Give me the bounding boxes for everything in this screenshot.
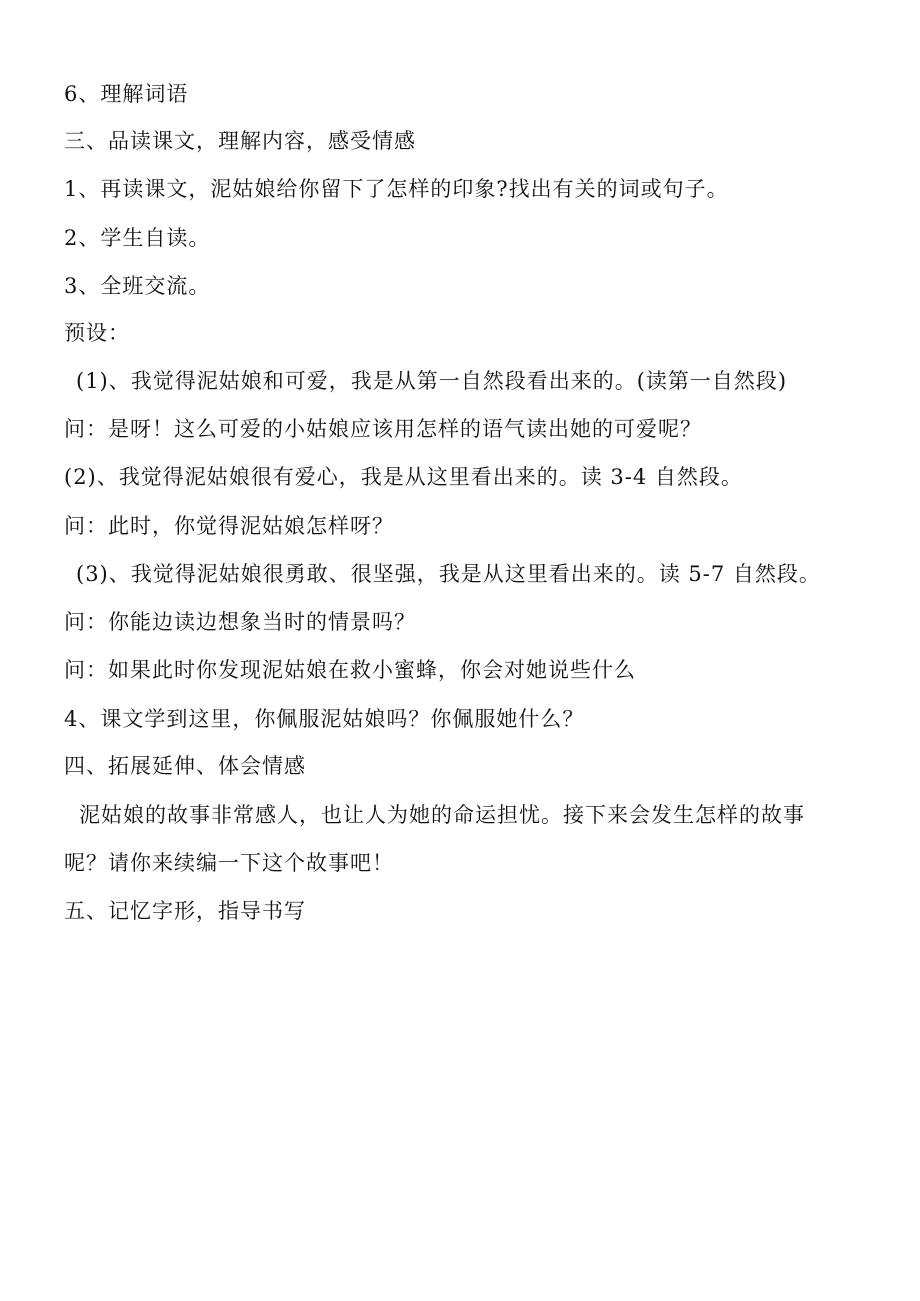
step-1: 1、再读课文，泥姑娘给你留下了怎样的印象?找出有关的词或句子。: [64, 177, 729, 201]
section-heading-5: 五、记忆字形，指导书写: [64, 899, 306, 923]
paragraph-line-1: 泥姑娘的故事非常感人，也让人为她的命运担忧。接下来会发生怎样的故事: [79, 803, 805, 827]
step-4: 4、课文学到这里，你佩服泥姑娘吗？你佩服她什么？: [64, 707, 585, 731]
preset-label: 预设：: [64, 321, 130, 345]
question-2: 问：此时，你觉得泥姑娘怎样呀？: [64, 514, 394, 538]
question-1: 问：是呀！这么可爱的小姑娘应该用怎样的语气读出她的可爱呢？: [64, 417, 702, 441]
question-3: 问：你能边读边想象当时的情景吗？: [64, 610, 416, 634]
section-heading-4: 四、拓展延伸、体会情感: [64, 754, 306, 778]
preset-3: (3)、我觉得泥姑娘很勇敢、很坚强，我是从这里看出来的。读 5-7 自然段。: [76, 562, 821, 586]
step-3: 3、全班交流。: [64, 274, 211, 298]
step-2: 2、学生自读。: [64, 226, 211, 250]
question-4: 问：如果此时你发现泥姑娘在救小蜜蜂，你会对她说些什么: [64, 658, 636, 682]
paragraph-line-2: 呢？请你来续编一下这个故事吧！: [64, 851, 394, 875]
section-heading-3: 三、品读课文，理解内容，感受情感: [64, 129, 416, 153]
preset-1: (1)、我觉得泥姑娘和可爱，我是从第一自然段看出来的。(读第一自然段): [76, 369, 788, 393]
preset-2: (2)、我觉得泥姑娘很有爱心，我是从这里看出来的。读 3-4 自然段。: [64, 465, 743, 489]
line-item-6-understand-words: 6、理解词语: [64, 82, 189, 106]
